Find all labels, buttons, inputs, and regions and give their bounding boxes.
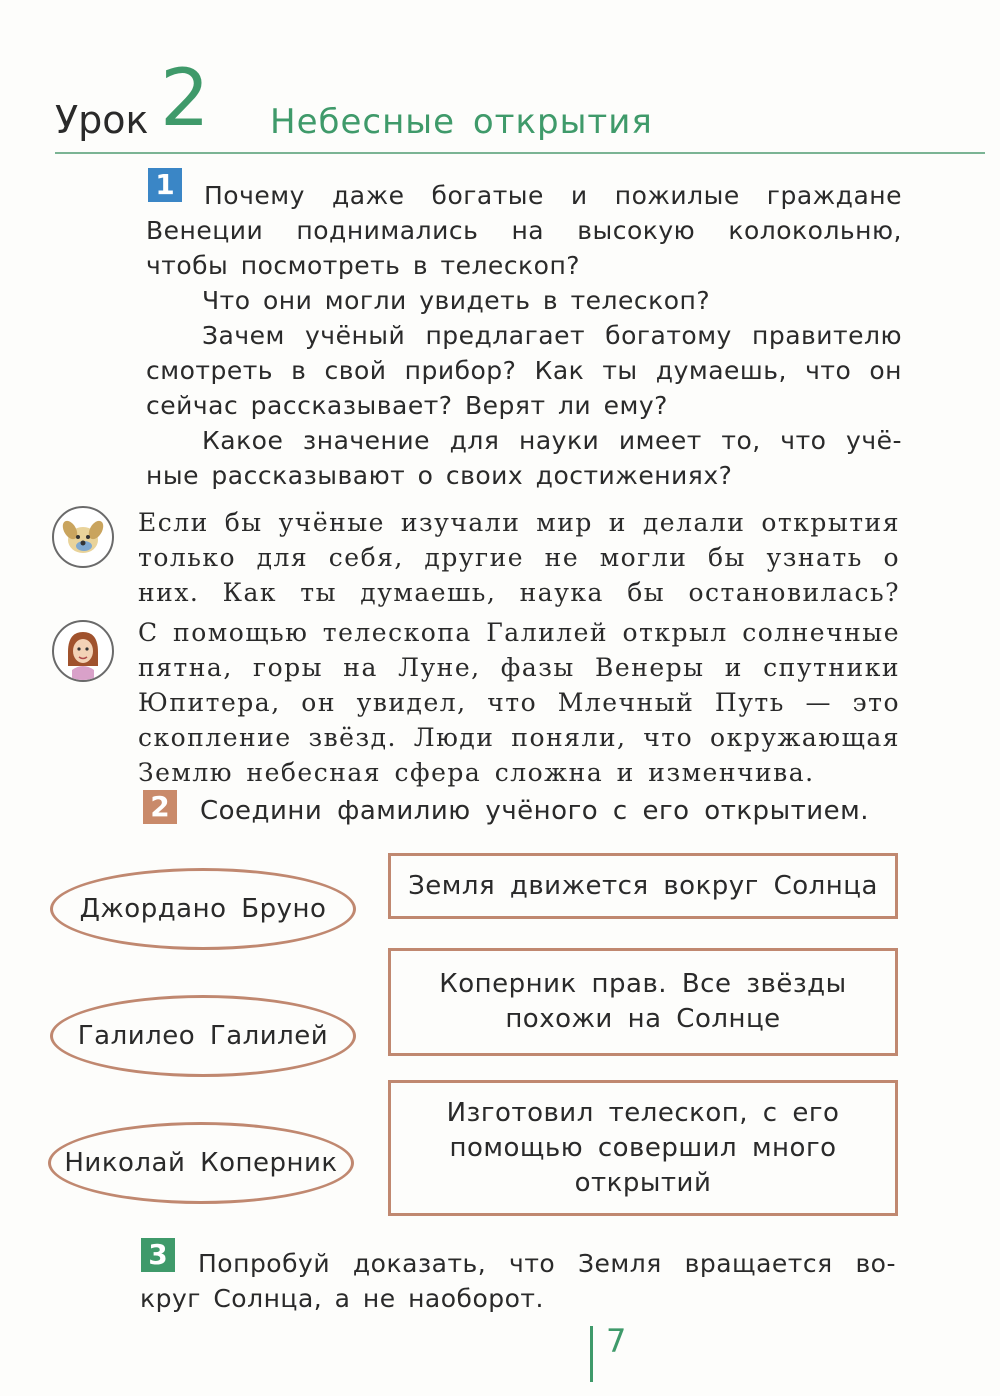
task-1-line: сейчас рассказывает? Верят ли ему?: [146, 391, 668, 420]
page-number: 7: [606, 1322, 627, 1360]
discovery-line: открытий: [574, 1167, 712, 1198]
task-1-line: Почему даже богатые и пожилые граждане: [204, 181, 902, 210]
dog-comment-line: них. Как ты думаешь, наука бы остановилась?: [138, 578, 900, 607]
discovery-box-1[interactable]: [388, 853, 898, 919]
discovery-line: Изготовил телескоп, с его: [446, 1097, 840, 1128]
scientist-copernicus[interactable]: Николай Коперник: [48, 1122, 354, 1204]
task-1-line: Что они могли увидеть в телескоп?: [202, 286, 711, 315]
girl-comment-line: скопление звёзд. Люди поняли, что окружающая: [138, 723, 900, 752]
task-3-badge: 3: [141, 1238, 175, 1272]
discovery-line: похожи на Солнце: [505, 1004, 781, 1034]
page-number-divider: [590, 1326, 593, 1382]
task-3-line: круг Солнца, а не наоборот.: [140, 1284, 544, 1313]
lesson-number: 2: [160, 54, 210, 144]
task-3-line: Попробуй доказать, что Земля вращается во-: [198, 1249, 896, 1278]
girl-comment-line: Юпитера, он увидел, что Млечный Путь — это: [138, 688, 900, 717]
page-title: Небесные открытия: [270, 102, 653, 142]
task-1-line: чтобы посмотреть в телескоп?: [146, 251, 581, 280]
dog-comment-text: [138, 505, 900, 610]
discovery-line: помощью совершил много: [449, 1132, 837, 1163]
task-1-line: Зачем учёный предлагает богатому правителю: [202, 321, 902, 350]
task-3-text: [140, 1246, 896, 1316]
dog-avatar-icon: [52, 506, 114, 568]
discovery-box-2[interactable]: [388, 948, 898, 1056]
dog-comment-line: Если бы учёные изучали мир и делали открытия: [138, 508, 900, 537]
scientist-bruno[interactable]: Джордано Бруно: [50, 868, 356, 950]
scientist-galileo[interactable]: Галилео Галилей: [50, 995, 356, 1077]
task-2-instruction: Соедини фамилию учёного с его открытием.: [200, 796, 870, 826]
task-1-line: смотреть в свой прибор? Как ты думаешь, что он: [146, 356, 902, 385]
discovery-box-3[interactable]: [388, 1080, 898, 1216]
discovery-line: Земля движется вокруг Солнца: [408, 870, 878, 901]
girl-comment-line: пятна, горы на Луне, фазы Венеры и спутники: [138, 653, 900, 682]
discovery-line: Коперник прав. Все звёзды: [439, 969, 847, 999]
lesson-word: Урок: [55, 98, 149, 142]
girl-comment-line: С помощью телескопа Галилей открыл солнечные: [138, 618, 900, 647]
dog-comment-line: только для себя, другие не могли бы узнать о: [138, 543, 900, 572]
task-1-text: [146, 178, 902, 493]
task-2-badge: 2: [143, 790, 177, 824]
task-1-line: Какое значение для науки имеет то, что учё-: [202, 426, 902, 455]
girl-comment-line: Землю небесная сфера сложна и изменчива.: [138, 758, 815, 787]
task-1-line: Венеции поднимались на высокую колокольню,: [146, 216, 902, 245]
task-1-line: ные рассказывают о своих достижениях?: [146, 461, 733, 490]
girl-comment-text: [138, 615, 900, 790]
task-1-badge: 1: [148, 168, 182, 202]
header-divider: [55, 152, 985, 154]
girl-avatar-icon: [52, 620, 114, 682]
